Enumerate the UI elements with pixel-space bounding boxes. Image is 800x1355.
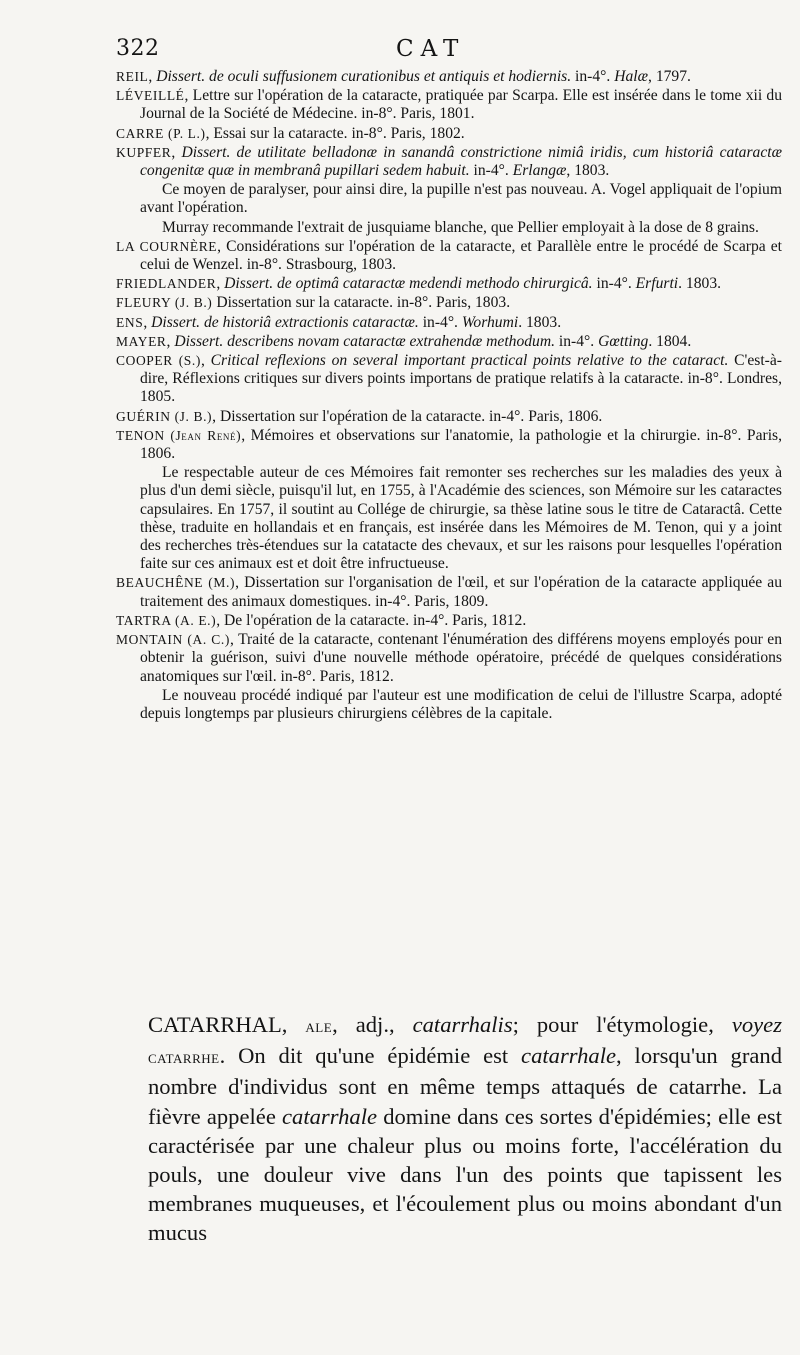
reference-separator: , <box>205 124 214 142</box>
article-text: voyez <box>731 1012 782 1037</box>
reference-note: Le nouveau procédé indiqué par l'auteur est une modification de celui de l'illustre Scarpa, adopté depuis longtemps par plusieurs chirurgiens célèbres de la capitale. <box>140 686 782 722</box>
page-number: 322 <box>116 36 160 61</box>
page-header <box>116 36 780 66</box>
reference-author: LÉVEILLÉ <box>116 88 185 104</box>
reference-entry <box>116 352 782 407</box>
reference-title: Erfurti <box>635 275 679 293</box>
reference-entry <box>116 68 782 86</box>
reference-separator: , <box>171 143 182 161</box>
reference-author: MAYER <box>116 333 167 349</box>
reference-author: TENON (Jean René) <box>116 427 242 443</box>
reference-text: Dissertation sur la cataracte. in-8°. Paris, 1803. <box>216 294 511 312</box>
reference-author: CARRE (P. L.) <box>116 125 206 141</box>
reference-text: in-4°. <box>592 275 636 293</box>
article-headword: CATARRHAL <box>148 1012 282 1037</box>
reference-title: Dissert. de oculi suffusionem curationibus et antiquis et hodiernis. <box>156 68 572 85</box>
reference-text: Traité de la cataracte, contenant l'énumération des différens moyens employés pour en obtenir la guérison, suivi d'une nouvelle méthode opératoire, précédé de quelques considérations anatomiques sur l'œil. in-8°. Paris, 1812. <box>140 631 782 685</box>
reference-text: De l'opération de la cataracte. in-4°. Paris, 1812. <box>224 611 527 629</box>
reference-author: COOPER (S.) <box>116 353 201 369</box>
reference-note: Murray recommande l'extrait de jusquiame blanche, que Pellier employait à la dose de 8 grains. <box>162 218 759 236</box>
reference-text: in-4°. <box>555 332 599 350</box>
reference-author: BEAUCHÊNE (M.) <box>116 575 236 591</box>
article-text: . On dit qu'une épidémie est <box>219 1043 522 1069</box>
running-head: CAT <box>396 36 466 62</box>
reference-text: in-4°. <box>418 313 462 331</box>
reference-note: Le respectable auteur de ces Mémoires fait remonter ses recherches sur les maladies des yeux à plus d'un demi siècle, puisqu'il lut, en 1755, à l'Académie des sciences, son Mémoire sur les cataractes capsulaires. En 1757, il soutint au Collége de chirurgie, sa thèse latine sous le titre de Cataractâ. Cette thèse, traduite en hollandais et en français, est insérée dans les Mémoires de M. Tenon, qui y a joint des recherches très-étendues sur la catatacte des chevaux, et sur les raisons pour lesquelles l'opération faite sur ces animaux est et doit être infructueuse. <box>140 464 782 573</box>
reference-separator: , <box>216 611 225 629</box>
article-text: , lorsqu'un grand nombre d'individus sont en même temps attaqués de catarrhe. La fièvre appelée <box>148 1043 782 1129</box>
reference-text: C'est-à-dire, Réflexions critiques sur divers points importans de pratique relatifs à la cataracte. in-8°. Londres, 1805. <box>140 352 782 406</box>
reference-author: MONTAIN (A. C.) <box>116 632 230 648</box>
reference-separator: , <box>212 407 220 425</box>
reference-entry <box>116 427 782 463</box>
reference-text: . 1804. <box>648 332 692 350</box>
reference-note: Ce moyen de paralyser, pour ainsi dire, la pupille n'est pas nouveau. A. Vogel appliquait de l'opium avant l'opération. <box>140 181 782 217</box>
article-text: catarrhe <box>148 1047 220 1068</box>
reference-entry <box>116 333 782 351</box>
reference-separator: , <box>216 275 225 293</box>
reference-text: in-4°. <box>571 68 615 85</box>
reference-title: Dissert. de utilitate belladonæ in sanandâ constrictione nimiâ iridis, cum historiâ cataractæ congenitæ quæ in membranâ pupillari sedem habuit. <box>140 143 782 180</box>
reference-separator: , <box>241 426 251 444</box>
reference-separator: , <box>230 631 239 649</box>
reference-author: FRIEDLANDER <box>116 276 217 292</box>
reference-author: FLEURY (J. B.) <box>116 295 213 311</box>
reference-title: Worhumi <box>461 313 519 331</box>
reference-text: in-4°. <box>469 162 513 180</box>
reference-title: Erlangæ <box>512 162 567 180</box>
article-text: catarrhale <box>282 1103 378 1129</box>
reference-entry <box>116 294 782 312</box>
reference-author: KUPFER <box>116 144 172 160</box>
reference-separator: , <box>166 332 175 350</box>
reference-entry <box>116 408 782 426</box>
reference-text: Dissertation sur l'organisation de l'œil, et sur l'opération de la cataracte appliquée au traitement des animaux domestiques. in-4°. Paris, 1809. <box>140 574 783 610</box>
reference-separator: , <box>217 237 227 255</box>
reference-entry <box>116 87 782 123</box>
article-catarrhal <box>148 1010 782 1248</box>
reference-text: . 1803. <box>678 275 722 293</box>
reference-separator: , <box>143 313 152 331</box>
article-text: catarrhalis <box>412 1012 513 1037</box>
reference-author: ENS <box>116 314 144 330</box>
reference-title: Halæ <box>614 68 649 85</box>
reference-author: GUÉRIN (J. B.) <box>116 408 213 424</box>
article-text: , <box>281 1012 306 1037</box>
reference-entry <box>116 574 782 610</box>
reference-text: Dissertation sur l'opération de la cataracte. in-4°. Paris, 1806. <box>219 407 603 425</box>
reference-text: Mémoires et observations sur l'anatomie, la pathologie et la chirurgie. in-8°. Paris, 1806. <box>140 426 783 463</box>
reference-entry <box>116 125 782 143</box>
reference-separator: , <box>200 352 211 370</box>
reference-separator: , <box>184 87 193 105</box>
reference-text: Lettre sur l'opération de la cataracte, pratiquée par Scarpa. Elle est insérée dans le tome xii du Journal de la Société de Médecine. in-8°. Paris, 1801. <box>140 87 782 123</box>
reference-entry <box>116 275 782 293</box>
reference-author: LA COURNÈRE <box>116 238 218 254</box>
reference-text: Considérations sur l'opération de la cataracte, et Parallèle entre le procédé de Scarpa et celui de Wenzel. in-8°. Strasbourg, 1803. <box>140 237 783 274</box>
reference-title: Dissert. describens novam cataractæ extrahendæ methodum. <box>174 332 556 350</box>
article-text: , adj., <box>332 1012 413 1037</box>
reference-separator: , <box>235 574 245 592</box>
reference-title: Dissert. de historiâ extractionis cataractæ. <box>151 313 419 331</box>
reference-title: Dissert. de optimâ cataractæ medendi methodo chirurgicâ. <box>224 275 593 293</box>
reference-title: Gœtting <box>598 332 649 350</box>
reference-text: . 1803. <box>518 313 562 331</box>
reference-author: REIL <box>116 69 149 84</box>
article-text: ale <box>305 1016 333 1036</box>
reference-title: Critical reflexions on several important practical points relative to the cataract. <box>210 352 729 370</box>
reference-text: , 1797. <box>648 68 691 85</box>
reference-entry <box>116 238 782 274</box>
reference-entry <box>116 314 782 332</box>
article-text: domine dans ces sortes d'épidémies; elle est caractérisée par une chaleur plus ou moins forte, l'accélération du pouls, une douleur vive dans l'un des points que tapissent les membranes muqueuses, et l'écoulement plus ou moins abondant d'un mucus <box>148 1103 782 1246</box>
reference-entry <box>116 631 782 686</box>
reference-entry <box>116 612 782 630</box>
reference-text: Essai sur la cataracte. in-8°. Paris, 1802. <box>213 124 465 142</box>
reference-separator: , <box>148 68 157 85</box>
reference-entry <box>116 144 782 180</box>
article-text: catarrhale <box>521 1043 617 1069</box>
bibliography-list <box>116 68 782 724</box>
reference-author: TARTRA (A. E.) <box>116 612 217 628</box>
reference-text: , 1803. <box>566 162 610 180</box>
article-text: ; pour l'étymologie, <box>512 1012 732 1037</box>
